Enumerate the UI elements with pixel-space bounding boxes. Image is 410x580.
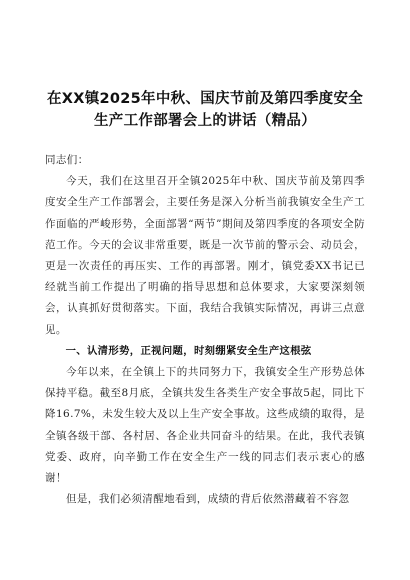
body-paragraph: 今天，我们在这里召开全镇2025年中秋、国庆节前及第四季度安全生产工作部署会，主要任务是深入分析当前我镇安全生产工作面临的严峻形势，全面部署“两节”期间及第四季度的各项安全防范工作。今天的会议非常重要，既是一次节前的警示会、动员会，更是一次责任的再压实、工作的再部署。刚才，镇党委XX书记已经就当前工作提出了明确的指导思想和总体要求，大家要深刻领会，认真抓好贯彻落实。下面，我结合我镇实际情况，再讲三点意见。 bbox=[45, 175, 365, 336]
body-paragraph: 但是，我们必须清醒地看到，成绩的背后依然潜藏着不容忽 bbox=[66, 493, 350, 506]
section-heading: 一、认清形势，正视问题，时刻绷紧安全生产这根弦 bbox=[65, 344, 312, 357]
document-title: 在XX镇2025年中秋、国庆节前及第四季度安全生产工作部署会上的讲话（精品） bbox=[46, 91, 364, 129]
salutation: 同志们： bbox=[45, 154, 89, 166]
body-paragraph: 今年以来，在全镇上下的共同努力下，我镇安全生产形势总体保持平稳。截至8月底，全镇共发生各类生产安全事故5起，同比下降16.7%，未发生较大及以上生产安全事故。这些成绩的取得，是全镇各级干部、各村居、各企业共同奋斗的结果。在此，我代表镇党委、政府，向辛勤工作在安全生产一线的同志们表示衷心的感谢！ bbox=[45, 366, 365, 485]
document-body bbox=[45, 150, 365, 510]
